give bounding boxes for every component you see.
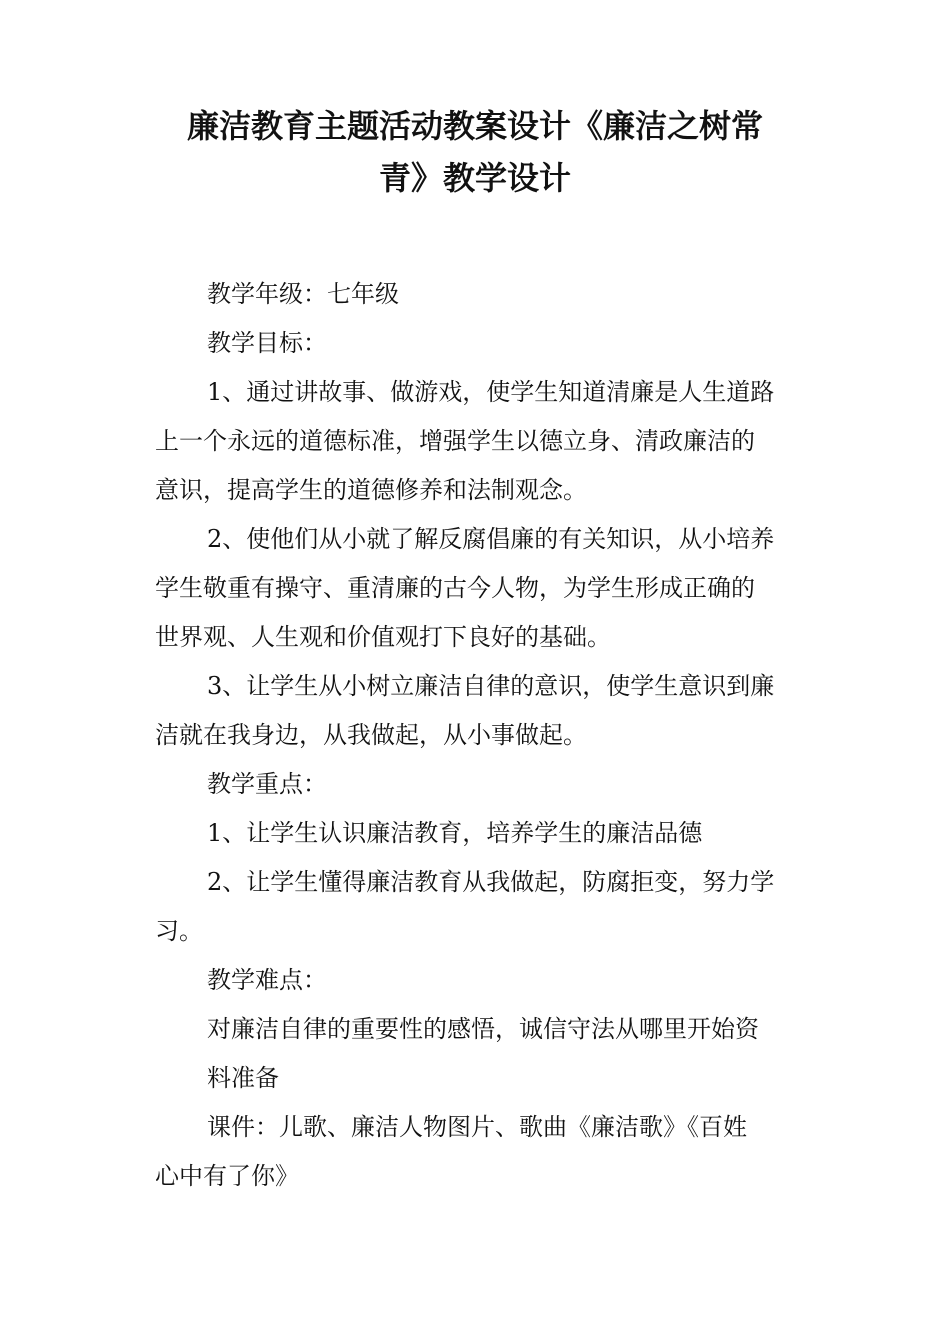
paragraph bbox=[155, 760, 810, 809]
paragraph bbox=[155, 1005, 810, 1103]
title-line-1: 廉洁教育主题活动教案设计《廉洁之树常 bbox=[186, 107, 763, 145]
paragraph-line: 2、让学生懂得廉洁教育从我做起，防腐拒变，努力学 bbox=[207, 868, 775, 896]
paragraph-line: 学生敬重有操守、重清廉的古今人物，为学生形成正确的 bbox=[155, 574, 755, 602]
paragraph-line: 料准备 bbox=[207, 1064, 279, 1092]
paragraph-line: 教学重点： bbox=[207, 770, 327, 798]
paragraph-line: 教学难点： bbox=[207, 966, 327, 994]
title-line-2: 青》教学设计 bbox=[378, 159, 571, 197]
paragraph-line: 课件：儿歌、廉洁人物图片、歌曲《廉洁歌》《百姓 bbox=[207, 1113, 747, 1141]
paragraph-line: 教学年级：七年级 bbox=[207, 280, 399, 308]
paragraph bbox=[155, 809, 810, 858]
document-body bbox=[155, 270, 810, 1201]
paragraph bbox=[155, 956, 810, 1005]
paragraph-line: 洁就在我身边，从我做起，从小事做起。 bbox=[155, 721, 587, 749]
paragraph-line: 世界观、人生观和价值观打下良好的基础。 bbox=[155, 623, 611, 651]
paragraph-line: 2、使他们从小就了解反腐倡廉的有关知识，从小培养 bbox=[207, 525, 775, 553]
document-title bbox=[140, 100, 810, 204]
paragraph-line: 上一个永远的道德标准，增强学生以德立身、清政廉洁的 bbox=[155, 427, 755, 455]
paragraph-line: 对廉洁自律的重要性的感悟，诚信守法从哪里开始资 bbox=[207, 1015, 759, 1043]
paragraph-line: 习。 bbox=[155, 917, 203, 945]
paragraph bbox=[155, 858, 810, 956]
paragraph bbox=[155, 319, 810, 368]
paragraph-line: 1、让学生认识廉洁教育，培养学生的廉洁品德 bbox=[207, 819, 703, 847]
paragraph bbox=[155, 515, 810, 662]
paragraph bbox=[155, 368, 810, 515]
paragraph bbox=[155, 1103, 810, 1201]
paragraph-line: 3、让学生从小树立廉洁自律的意识，使学生意识到廉 bbox=[207, 672, 775, 700]
paragraph bbox=[155, 662, 810, 760]
paragraph-line: 意识，提高学生的道德修养和法制观念。 bbox=[155, 476, 587, 504]
paragraph bbox=[155, 270, 810, 319]
paragraph-line: 心中有了你》 bbox=[155, 1162, 299, 1190]
paragraph-line: 教学目标： bbox=[207, 329, 327, 357]
paragraph-line: 1、通过讲故事、做游戏，使学生知道清廉是人生道路 bbox=[207, 378, 775, 406]
